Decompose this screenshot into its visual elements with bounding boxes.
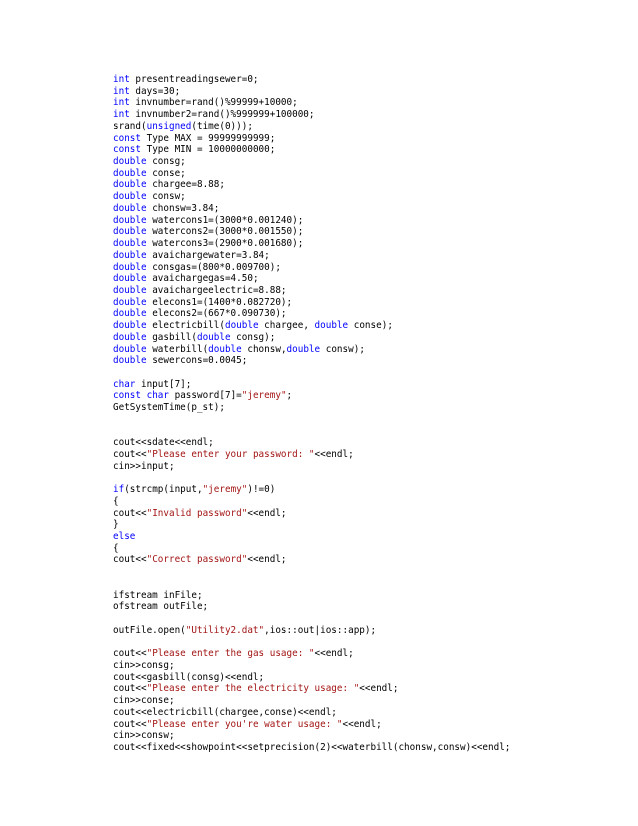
code-text: cout<<sdate<<endl;: [113, 437, 214, 449]
code-text: days=30;: [129, 85, 181, 97]
code-text: presentreadingsewer=0;: [129, 74, 259, 85]
code-line: [113, 86, 628, 98]
code-text: cout<<: [113, 648, 147, 660]
code-line: [113, 719, 628, 731]
code-line: [113, 133, 628, 145]
keyword-token: double: [113, 202, 147, 214]
code-line: [113, 367, 628, 379]
code-line: [113, 215, 628, 227]
code-line: [113, 472, 628, 484]
keyword-token: const: [113, 390, 141, 402]
string-token: "Please enter the electricity usage: ": [146, 683, 360, 695]
keyword-token: double: [314, 320, 349, 332]
code-line: [113, 156, 628, 168]
code-text: <<endl;: [314, 449, 354, 460]
keyword-token: double: [113, 226, 147, 238]
code-line: [113, 508, 628, 520]
code-line: [113, 262, 628, 274]
keyword-token: double: [113, 214, 147, 226]
code-text: watercons1=(3000*0.001240);: [146, 214, 304, 226]
code-line: [113, 285, 628, 297]
code-text: outFile.open(: [113, 624, 186, 636]
code-line: [113, 390, 628, 402]
code-line: [113, 590, 628, 602]
code-text: chargee,: [258, 320, 315, 332]
code-text: cin>>conse;: [113, 695, 175, 707]
code-text: <<endl;: [314, 648, 354, 660]
code-line: [113, 179, 628, 191]
keyword-token: double: [113, 179, 147, 191]
code-line: [113, 297, 628, 309]
code-text: password[7]=: [169, 390, 242, 402]
code-line: [113, 273, 628, 285]
keyword-token: char: [113, 378, 136, 390]
string-token: "Invalid password": [146, 507, 248, 519]
code-text: (strcmp(input,: [124, 484, 203, 496]
code-line: [113, 250, 628, 262]
string-token: "jeremy": [202, 484, 248, 496]
keyword-token: double: [113, 343, 147, 355]
keyword-token: double: [113, 273, 147, 285]
code-text: conse);: [348, 320, 393, 332]
code-text: GetSystemTime(p_st);: [113, 402, 225, 414]
string-token: "Please enter the gas usage: ": [146, 648, 315, 660]
code-line: [113, 683, 628, 695]
code-text: consg;: [146, 156, 186, 168]
code-line: [113, 437, 628, 449]
code-line: [113, 332, 628, 344]
keyword-token: double: [113, 284, 147, 296]
code-line: [113, 730, 628, 742]
code-line: [113, 648, 628, 660]
keyword-token: int: [113, 74, 130, 85]
code-text: chonsw,: [241, 343, 287, 355]
code-text: invnumber=rand()%99999+10000;: [129, 97, 298, 109]
code-line: [113, 484, 628, 496]
code-line: [113, 97, 628, 109]
code-text: avaichargegas=4.50;: [146, 273, 259, 285]
keyword-token: double: [113, 331, 147, 343]
code-text: cout<<: [113, 449, 147, 460]
code-text: (time(0)));: [191, 120, 253, 132]
keyword-token: const: [113, 144, 141, 156]
code-line: [113, 637, 628, 649]
code-line: [113, 742, 628, 754]
keyword-token: double: [113, 355, 147, 367]
code-line: [113, 496, 628, 508]
code-line: [113, 554, 628, 566]
keyword-token: double: [113, 191, 147, 203]
code-line: [113, 601, 628, 613]
string-token: "jeremy": [241, 390, 287, 402]
code-text: sewercons=0.0045;: [146, 355, 248, 367]
code-line: [113, 613, 628, 625]
code-line: [113, 625, 628, 637]
code-text: waterbill(: [146, 343, 209, 355]
code-text: cout<<: [113, 683, 147, 695]
code-text: <<endl;: [359, 683, 399, 695]
code-line: [113, 531, 628, 543]
keyword-token: if: [113, 484, 125, 496]
code-text: <<endl;: [342, 718, 382, 730]
code-line: [113, 519, 628, 531]
code-line: [113, 695, 628, 707]
code-line: [113, 426, 628, 438]
code-line: [113, 203, 628, 215]
code-text: {: [113, 495, 119, 507]
code-text: srand(: [113, 120, 147, 132]
keyword-token: double: [208, 343, 242, 355]
string-token: "Please enter your password: ": [146, 449, 315, 460]
code-text: elecons2=(667*0.090730);: [146, 308, 287, 320]
code-text: electricbill(: [146, 320, 225, 332]
code-line: [113, 168, 628, 180]
keyword-token: double: [113, 320, 147, 332]
keyword-token: int: [113, 85, 130, 97]
code-text: elecons1=(1400*0.082720);: [146, 296, 293, 308]
code-text: cout<<: [113, 507, 147, 519]
keyword-token: double: [113, 296, 147, 308]
code-line: [113, 74, 628, 86]
code-text: cout<<gasbill(consg)<<endl;: [113, 671, 265, 683]
code-line: [113, 121, 628, 133]
keyword-token: unsigned: [146, 120, 192, 132]
keyword-token: else: [113, 531, 136, 543]
string-token: "Please enter you're water usage: ": [146, 718, 343, 730]
code-text: cin>>consw;: [113, 730, 175, 742]
keyword-token: double: [113, 167, 147, 179]
code-line: [113, 238, 628, 250]
code-line: [113, 144, 628, 156]
string-token: "Correct password": [146, 554, 248, 566]
code-text: watercons2=(3000*0.001550);: [146, 226, 304, 238]
code-line: [113, 461, 628, 473]
string-token: "Utility2.dat": [185, 624, 265, 636]
code-text: gasbill(: [146, 331, 197, 343]
code-text: avaichargewater=3.84;: [146, 249, 270, 261]
keyword-token: double: [196, 331, 231, 343]
code-text: cout<<fixed<<showpoint<<setprecision(2)<<waterbill(chonsw,consw)<<endl;: [113, 741, 511, 753]
code-line: [113, 672, 628, 684]
code-line: [113, 191, 628, 203]
code-text: invnumber2=rand()%999999+100000;: [129, 109, 315, 121]
code-line: [113, 578, 628, 590]
keyword-token: double: [113, 249, 147, 261]
code-text: Type MIN = 10000000000;: [141, 144, 276, 156]
code-block: [113, 74, 628, 754]
code-text: ;: [286, 390, 293, 402]
keyword-token: double: [224, 320, 259, 332]
code-line: [113, 109, 628, 121]
code-line: [113, 320, 628, 332]
code-text: Type MAX = 99999999999;: [141, 132, 276, 144]
code-line: [113, 707, 628, 719]
code-text: ofstream outFile;: [113, 601, 209, 613]
code-text: {: [113, 542, 119, 554]
keyword-token: double: [113, 156, 147, 168]
code-line: [113, 402, 628, 414]
code-text: cout<<: [113, 718, 147, 730]
code-text: <<endl;: [247, 507, 287, 519]
code-text: cout<<electricbill(chargee,conse)<<endl;: [113, 706, 337, 718]
code-text: }: [113, 519, 119, 531]
code-line: [113, 308, 628, 320]
code-line: [113, 660, 628, 672]
code-text: cin>>consg;: [113, 659, 175, 671]
code-line: [113, 344, 628, 356]
code-text: avaichargeelectric=8.88;: [146, 284, 287, 296]
code-line: [113, 355, 628, 367]
code-text: ,ios::out|ios::app);: [264, 624, 377, 636]
keyword-token: char: [146, 390, 169, 402]
code-text: consgas=(800*0.009700);: [146, 261, 281, 273]
code-text: chargee=8.88;: [146, 179, 225, 191]
code-text: ifstream inFile;: [113, 589, 203, 601]
code-text: consg);: [230, 331, 276, 343]
keyword-token: double: [286, 343, 321, 355]
code-text: )!=0): [247, 484, 276, 496]
code-line: [113, 226, 628, 238]
code-text: cin>>input;: [113, 460, 175, 472]
code-text: conse;: [146, 167, 186, 179]
code-line: [113, 566, 628, 578]
code-text: chonsw=3.84;: [146, 202, 220, 214]
keyword-token: int: [113, 97, 130, 109]
keyword-token: double: [113, 261, 147, 273]
keyword-token: double: [113, 308, 147, 320]
keyword-token: int: [113, 109, 130, 121]
keyword-token: double: [113, 238, 147, 250]
code-line: [113, 379, 628, 391]
code-line: [113, 414, 628, 426]
code-text: input[7];: [135, 378, 192, 390]
code-text: consw;: [146, 191, 186, 203]
code-text: consw);: [320, 343, 365, 355]
code-text: watercons3=(2900*0.001680);: [146, 238, 304, 250]
code-line: [113, 543, 628, 555]
code-text: cout<<: [113, 554, 147, 566]
code-text: <<endl;: [247, 554, 287, 566]
keyword-token: const: [113, 132, 141, 144]
code-line: [113, 449, 628, 461]
